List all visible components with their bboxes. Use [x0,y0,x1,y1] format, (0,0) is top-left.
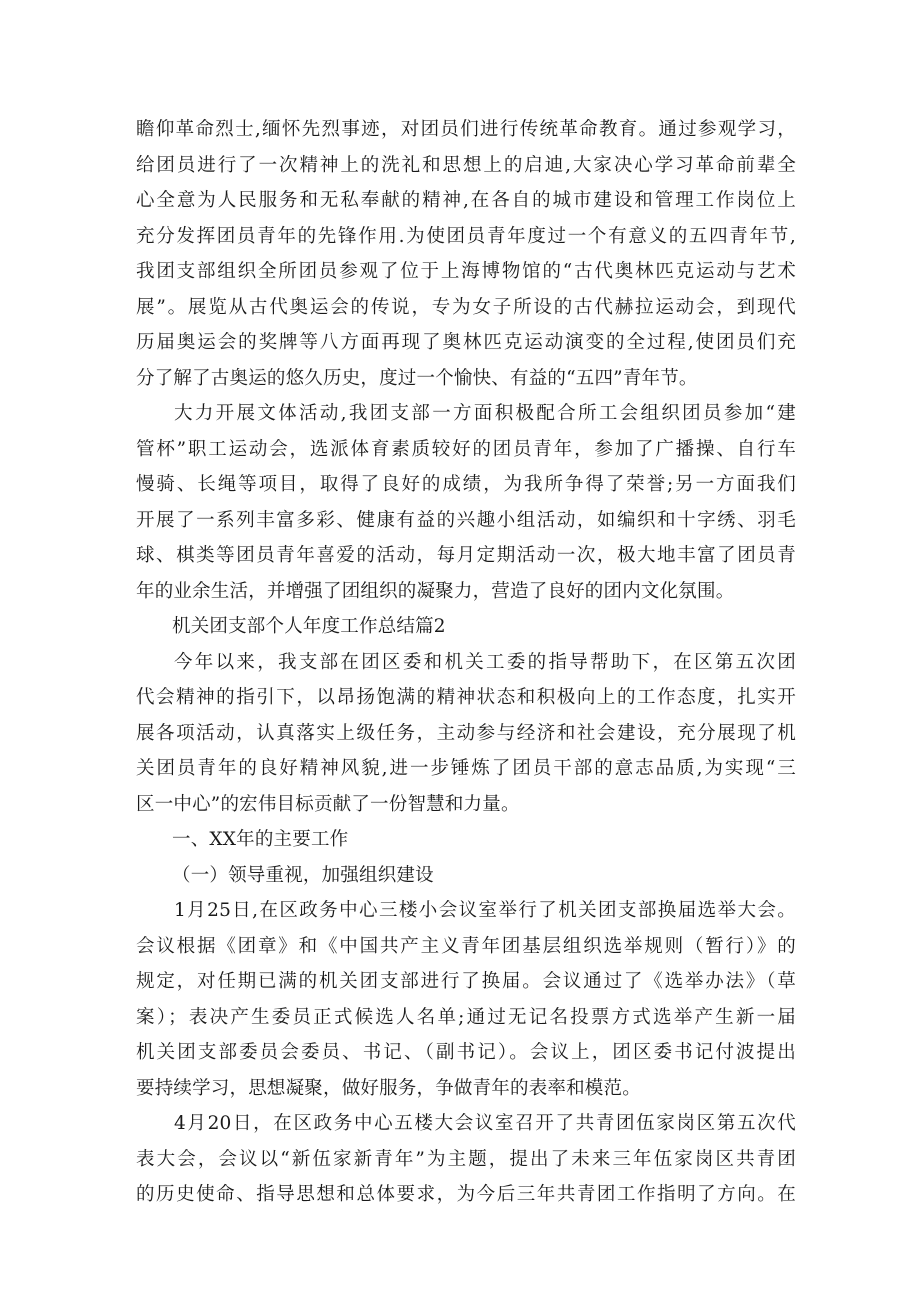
paragraph-line: 关团员青年的良好精神风貌,进一步锤炼了团员干部的意志品质,为实现“三 [136,758,796,779]
paragraph-line: 的历史使命、指导思想和总体要求，为今后三年共青团工作指明了方向。在 [136,1184,796,1205]
paragraph-line: 球、棋类等团员青年喜爱的活动，每月定期活动一次，极大地丰富了团员青 [136,545,796,566]
section-heading: 机关团支部个人年度工作总结篇2 [172,616,446,637]
paragraph-line: 规定，对任期已满的机关团支部进行了换届。会议通过了《选举办法》（草 [136,971,796,992]
paragraph-line: 案）；表决产生委员正式候选人名单;通过无记名投票方式选举产生新一届 [136,1006,796,1028]
paragraph-line: 开展了一系列丰富多彩、健康有益的兴趣小组活动，如编织和十字绣、羽毛 [136,509,796,531]
paragraph-line: 表大会，会议以“新伍家新青年”为主题，提出了未来三年伍家岗区共青团 [136,1148,796,1170]
subheading-organization: （一）领导重视，加强组织建设 [172,864,434,886]
paragraph-line: 机关团支部委员会委员、书记、（副书记）。会议上，团区委书记付波提出 [136,1042,796,1063]
paragraph-first-line: 今年以来，我支部在团区委和机关工委的指导帮助下，在区第五次团 [174,651,796,673]
paragraph-line: 展”。展览从古代奥运会的传说，专为女子所设的古代赫拉运动会，到现代 [136,296,796,318]
paragraph-line: 分了解了古奥运的悠久历史，度过一个愉快、有益的“五四”青年节。 [136,367,698,389]
paragraph-line: 给团员进行了一次精神上的洗礼和思想上的启迪,大家决心学习革命前辈全 [136,154,796,176]
paragraph-line: 心全意为人民服务和无私奉献的精神,在各自的城市建设和管理工作岗位上 [136,190,796,211]
document-body [136,112,796,1213]
paragraph-first-line: 1月25日,在区政务中心三楼小会议室举行了机关团支部换届选举大会。 [174,900,796,921]
paragraph-first-line: 4月20日，在区政务中心五楼大会议室召开了共青团伍家岗区第五次代 [174,1113,796,1134]
paragraph-line: 年的业余生活，并增强了团组织的凝聚力，营造了良好的团内文化氛围。 [136,580,735,602]
subheading-main-work: 一、XX年的主要工作 [172,829,349,850]
paragraph-line: 历届奥运会的奖牌等八方面再现了奥林匹克运动演变的全过程,使团员们充 [136,332,796,353]
paragraph-line: 瞻仰革命烈士,缅怀先烈事迹，对团员们进行传统革命教育。通过参观学习， [136,119,796,140]
paragraph-line: 充分发挥团员青年的先锋作用.为使团员青年度过一个有意义的五四青年节, [136,225,796,247]
paragraph-line: 慢骑、长绳等项目，取得了良好的成绩，为我所争得了荣誉;另一方面我们 [136,474,796,495]
paragraph-line: 我团支部组织全所团员参观了位于上海博物馆的“古代奥林匹克运动与艺术 [136,261,796,282]
paragraph-line: 会议根据《团章》和《中国共产主义青年团基层组织选举规则（暂行）》的 [136,935,796,957]
paragraph-line: 要持续学习，思想凝聚，做好服务，争做青年的表率和模范。 [136,1077,641,1099]
paragraph-line: 代会精神的指引下，以昂扬饱满的精神状态和积极向上的工作态度，扎实开 [136,687,796,708]
paragraph-line: 管杯”职工运动会，选派体育素质较好的团员青年，参加了广播操、自行车 [136,438,796,460]
paragraph-line: 展各项活动，认真落实上级任务，主动参与经济和社会建设，充分展现了机 [136,722,796,744]
paragraph-line: 区一中心”的宏伟目标贡献了一份智慧和力量。 [136,793,520,815]
paragraph-first-line: 大力开展文体活动,我团支部一方面积极配合所工会组织团员参加“建 [174,403,796,424]
